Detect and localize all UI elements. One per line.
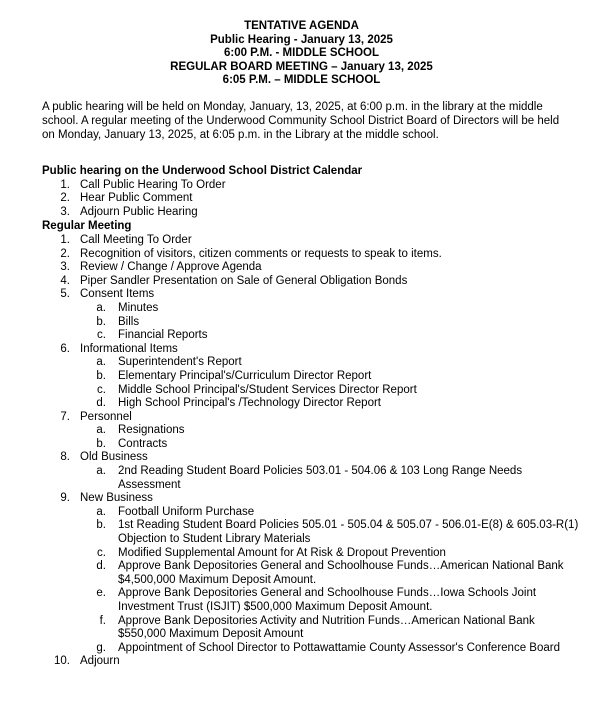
agenda-item: [42, 451, 582, 465]
item-text: Hear Public Comment: [80, 192, 193, 205]
agenda-subitem: [42, 560, 582, 587]
item-number: d.: [96, 560, 106, 573]
agenda-item: [42, 248, 582, 262]
agenda-subitem: [42, 356, 582, 370]
item-number: f.: [99, 614, 106, 627]
item-text: Adjourn: [80, 655, 120, 668]
agenda-subitem: [42, 329, 582, 343]
item-text: 1st Reading Student Board Policies 505.01 - 505.04 & 505.07 - 506.01-E(8) & 605.03-R(1) Objection to Student Library Materials: [118, 519, 579, 546]
item-number: 1.: [60, 233, 70, 246]
item-number: b.: [96, 369, 106, 382]
item-number: 2.: [60, 192, 70, 205]
item-number: 10.: [54, 655, 70, 668]
item-text: Approve Bank Depositories Activity and Nutrition Funds…American National Bank $550,000 Maximum Deposit Amount: [118, 614, 535, 641]
item-number: b.: [96, 519, 106, 532]
agenda-item: [42, 234, 582, 248]
item-number: c.: [97, 383, 106, 396]
item-number: d.: [96, 397, 106, 410]
item-text: Review / Change / Approve Agenda: [80, 261, 262, 274]
item-number: c.: [97, 329, 106, 342]
agenda-item: [42, 261, 582, 275]
agenda-item: [42, 655, 582, 669]
agenda-subitem: [42, 587, 582, 614]
item-text: Superintendent's Report: [118, 356, 242, 369]
item-text: Consent Items: [80, 288, 155, 301]
agenda-body: [42, 165, 582, 669]
agenda-subitem: [42, 370, 582, 384]
item-text: Call Public Hearing To Order: [80, 178, 226, 191]
item-number: a.: [96, 505, 106, 518]
agenda-item: [42, 179, 582, 193]
public-hearing-list: [42, 179, 582, 220]
agenda-subitem: [42, 642, 582, 656]
item-text: Bills: [118, 315, 140, 328]
item-number: a.: [96, 424, 106, 437]
item-text: Financial Reports: [118, 329, 208, 342]
item-text: Modified Supplemental Amount for At Risk & Dropout Prevention: [118, 546, 446, 559]
agenda-subitem: [42, 397, 582, 411]
agenda-subitem: [42, 424, 582, 438]
item-number: a.: [96, 356, 106, 369]
item-text: New Business: [80, 492, 153, 505]
regular-meeting-title: Regular Meeting: [42, 220, 132, 233]
item-number: 4.: [60, 274, 70, 287]
agenda-item: [42, 343, 582, 357]
agenda-subitem: [42, 506, 582, 520]
public-hearing-title: Public hearing on the Underwood School District Calendar: [42, 165, 363, 177]
item-text: Recognition of visitors, citizen comments or requests to speak to items.: [80, 247, 442, 260]
item-number: 2.: [60, 247, 70, 260]
item-number: 3.: [60, 261, 70, 274]
agenda-subitem: [42, 302, 582, 316]
item-number: e.: [96, 587, 106, 600]
agenda-subitem: [42, 316, 582, 330]
item-text: 2nd Reading Student Board Policies 503.01 - 504.06 & 103 Long Range Needs Assessment: [118, 465, 523, 491]
agenda-subitem: [42, 615, 582, 642]
item-text: Approve Bank Depositories General and Schoolhouse Funds…American National Bank $4,500,000 Maximum Deposit Amount.: [118, 560, 564, 586]
header-regular-meeting: REGULAR BOARD MEETING – January 13, 2025: [170, 60, 433, 73]
item-text: Minutes: [118, 301, 159, 314]
item-number: b.: [96, 437, 106, 450]
item-text: Appointment of School Director to Pottawattamie County Assessor's Conference Board: [118, 641, 560, 654]
item-text: Middle School Principal's/Student Services Director Report: [118, 383, 417, 396]
agenda-item: [42, 492, 582, 506]
item-text: Resignations: [118, 424, 185, 437]
item-text: Call Meeting To Order: [80, 233, 192, 246]
item-number: g.: [96, 641, 106, 654]
item-text: Contracts: [118, 437, 168, 450]
item-text: High School Principal's /Technology Director Report: [118, 397, 381, 410]
agenda-item: [42, 275, 582, 289]
item-number: b.: [96, 315, 106, 328]
agenda-item: [42, 411, 582, 425]
agenda-subitem: [42, 547, 582, 561]
header-regular-meeting-time: 6:05 P.M. – MIDDLE SCHOOL: [222, 74, 381, 86]
item-text: Football Uniform Purchase: [118, 505, 255, 518]
item-text: Piper Sandler Presentation on Sale of General Obligation Bonds: [80, 274, 408, 287]
header-title: TENTATIVE AGENDA: [244, 20, 359, 32]
item-text: Personnel: [80, 410, 132, 423]
agenda-subitem: [42, 384, 582, 398]
item-number: 6.: [60, 342, 70, 355]
regular-meeting-list: [42, 234, 582, 669]
item-number: 5.: [60, 288, 70, 301]
item-text: Informational Items: [80, 342, 178, 355]
agenda-header: [0, 20, 603, 88]
item-number: 7.: [60, 410, 70, 423]
agenda-item: [42, 192, 582, 206]
item-number: 9.: [60, 492, 70, 505]
header-public-hearing-time: 6:00 P.M. - MIDDLE SCHOOL: [223, 47, 380, 59]
item-text: Approve Bank Depositories General and Schoolhouse Funds…Iowa Schools Joint Investment Trust (ISJIT) $500,000 Maximum Deposit Amount.: [118, 587, 537, 613]
agenda-item: [42, 206, 582, 220]
header-public-hearing: Public Hearing - January 13, 2025: [210, 33, 393, 46]
item-number: 3.: [60, 205, 70, 218]
intro-paragraph: A public hearing will be held on Monday, January, 13, 2025, at 6:00 p.m. in the library at the middle school. A regular meeting of the Underwood Community School District Board of Directors will be held on Monday, January 13, 2025, at 6:05 p.m. in the Library at the middle school.: [42, 101, 560, 141]
item-text: Elementary Principal's/Curriculum Director Report: [118, 369, 372, 382]
item-number: a.: [96, 465, 106, 478]
item-text: Adjourn Public Hearing: [80, 205, 198, 218]
agenda-subitem: [42, 465, 582, 492]
item-number: c.: [97, 546, 106, 559]
item-number: 1.: [60, 178, 70, 191]
item-text: Old Business: [80, 451, 148, 464]
item-number: 8.: [60, 451, 70, 464]
agenda-subitem: [42, 519, 582, 546]
item-number: a.: [96, 301, 106, 314]
agenda-subitem: [42, 438, 582, 452]
agenda-item: [42, 288, 582, 302]
